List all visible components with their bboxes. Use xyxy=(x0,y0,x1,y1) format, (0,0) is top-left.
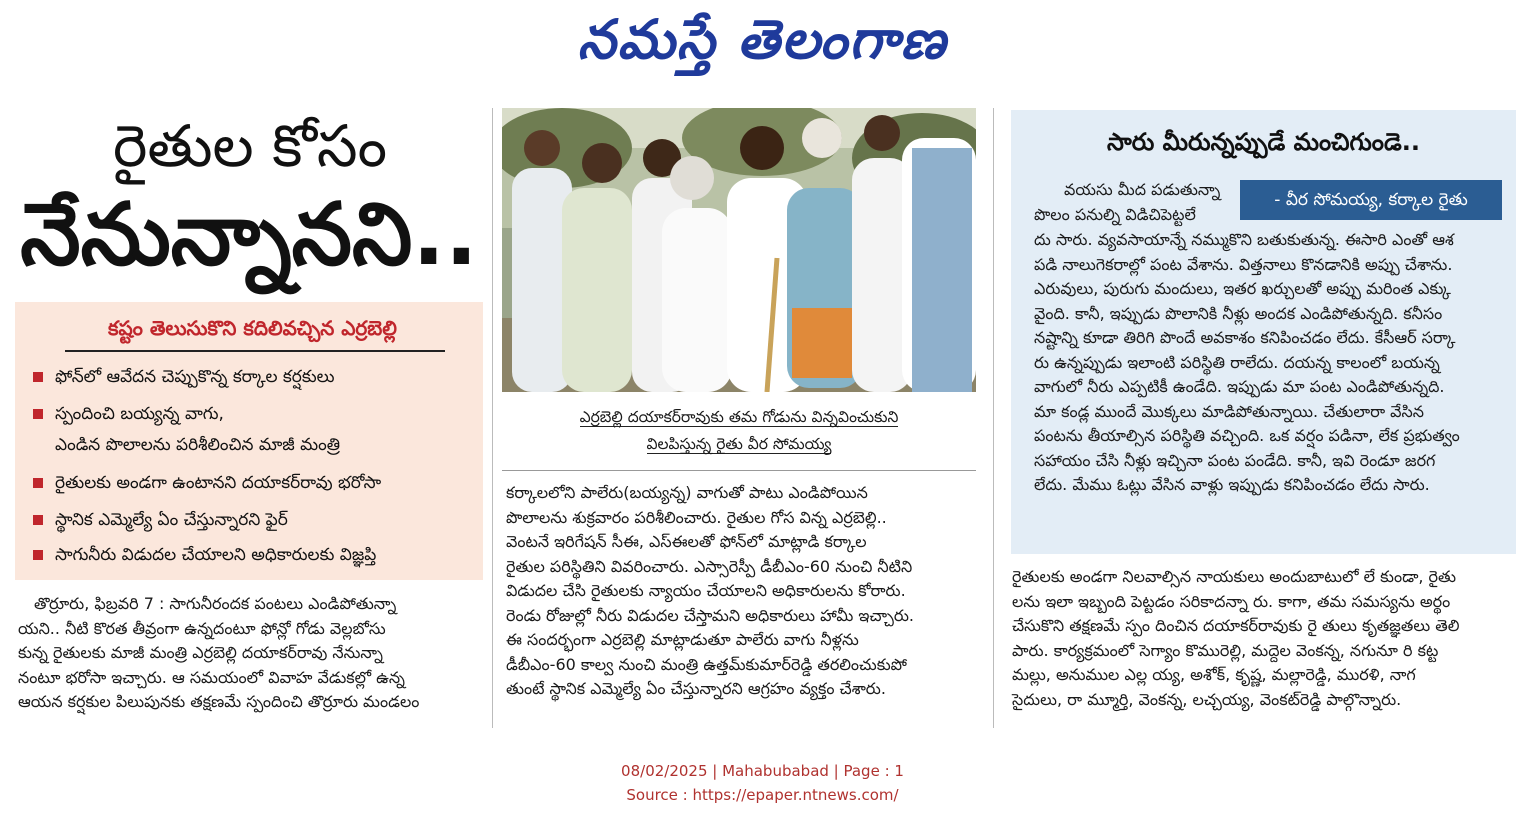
highlights-box xyxy=(15,302,483,580)
bullet-item: ఫోన్‌లో ఆవేదన చెప్పుకొన్న కర్కాల కర్షకులు xyxy=(33,366,335,389)
column-divider xyxy=(993,108,994,728)
sidebar-body: దు సారు. వ్యవసాయాన్నే నమ్ముకొని బతుకుతున్న. ఈసారి ఎంతో ఆశ పడి నాలుగెకరాల్లో పంట వేశాను. విత్తనాలు కొనడానికి అప్పు చేశాను. ఎరువులు, పురుగు మందులు, ఇతర ఖర్చులతో అప్పు మరింత ఎక్కు వైంది. కానీ, ఇప్పుడు పొలానికి నీళ్లు అందక ఎండిపోతున్నది. కనీసం నష్టాన్ని కూడా తిరిగి పొందే అవకాశం కనిపించడం లేదు. కేసీఆర్ సర్కా రు ఉన్నప్పుడు ఇలాంటి పరిస్థితి రాలేదు. దయన్న కాలంలో బయన్న వాగులో నీరు ఎప్పటికీ ఉండేది. ఇప్పుడు మా పంట ఎండిపోతున్నది. మా కండ్ల ముందే మొక్కలు మాడిపోతున్నాయి. చేతులారా వేసిన పంటను తీయాల్సిన పరిస్థితి వచ్చింది. ఒక వర్షం పడినా, లేక ప్రభుత్వం సహాయం చేసి నీళ్లు ఇచ్చినా పంట పండేది. కానీ, ఇవి రెండూ జరగ లేదు. మేము ఓట్లు వేసిన వాళ్లు ఇప్పుడు కనిపించడం లేదు సారు. xyxy=(1034,230,1460,494)
footer-date-edition: 08/02/2025 | Mahabubabad | Page : 1 xyxy=(621,762,904,780)
column-divider xyxy=(492,108,493,728)
right-body: రైతులకు అండగా నిలవాల్సిన నాయకులు అందుబాటులో లే కుండా, రైతు లను ఇలా ఇబ్బంది పెట్టడం సరికాదన్నా రు. కాగా, తమ సమస్యను అర్థం చేసుకొని తక్షణమే స్పం దించిన దయాకర్‌రావుకు రై తులు కృతజ్ఞతలు తెలి పారు. కార్యక్రమంలో సెగ్యాం కొమురెల్లి, మద్దెల వెంకన్న, నగునూ రి కట్ట మల్లు, అనుముల ఎల్ల య్య, అశోక్, కృష్ణ, మల్లారెడ్డి, మురళి, నాగ సైదులు, రా మ్మూర్తి, వెంకన్న, లచ్చయ్య, వెంకట్‌రెడ్డి పాల్గొన్నారు. xyxy=(1012,567,1460,709)
quote-attribution: - వీర సోమయ్య, కర్కాల రైతు xyxy=(1240,180,1502,220)
news-photo xyxy=(502,108,976,392)
bullet-square-icon xyxy=(33,478,43,488)
footer-source: Source : https://epaper.ntnews.com/ xyxy=(626,786,899,804)
subhead-underline xyxy=(65,350,445,352)
bullet-square-icon xyxy=(33,409,43,419)
bullet-square-icon xyxy=(33,515,43,525)
subhead: కష్టం తెలుసుకొని కదిలివచ్చిన ఎర్రబెల్లి xyxy=(108,316,397,340)
left-body: తొర్రూరు, ఫిబ్రవరి 7 : సాగునీరందక పంటలు ఎండిపోతున్నా యని.. నీటి కొరత తీవ్రంగా ఉన్నదంటూ ఫోన్లో గోడు వెల్లబోసు కున్న రైతులకు మాజీ మంత్రి ఎర్రబెల్లి దయాకర్‌రావు నేనున్నా నంటూ భరోసా ఇచ్చారు. ఆ సమయంలో వివాహ వేడుకల్లో ఉన్న ఆయన కర్షకుల పిలుపునకు తక్షణమే స్పందించి తొర్రూరు మండలం xyxy=(18,594,420,711)
bullet-item: స్పందించి బయ్యన్న వాగు, ఎండిన పొలాలను పరిశీలించిన మాజీ మంత్రి xyxy=(33,403,340,457)
headline-line1: రైతుల కోసం xyxy=(112,112,388,180)
bullet-square-icon xyxy=(33,550,43,560)
bullet-item: సాగునీరు విడుదల చేయాలని అధికారులకు విజ్ఞప్తి xyxy=(33,544,376,567)
caption-divider xyxy=(502,470,976,471)
middle-body: కర్కాలలోని పాలేరు(బయ్యన్న) వాగుతో పాటు ఎండిపోయిన పొలాలను శుక్రవారం పరిశీలించారు. రైతుల గోస విన్న ఎర్రబెల్లి.. వెంటనే ఇరిగేషన్ సీఈ, ఎస్‌ఈలతో ఫోన్‌లో మాట్లాడి కర్కాల రైతుల పరిస్థితిని వివరించారు. ఎస్సారెస్పీ డీబీఎం-60 నుంచి నీటిని విడుదల చేసి రైతులకు న్యాయం చేయాలని అధికారులను కోరారు. రెండు రోజుల్లో నీరు విడుదల చేస్తామని అధికారులు హామీ ఇచ్చారు. ఈ సందర్భంగా ఎర్రబెల్లి మాట్లాడుతూ పాలేరు వాగు నీళ్లను డీబీఎం-60 కాల్వ నుంచి మంత్రి ఉత్తమ్‌కుమార్‌రెడ్డి తరలించుకుపో తుంటే స్థానిక ఎమ్మెల్యే ఏం చేస్తున్నారని ఆగ్రహం వ్యక్తం చేశారు. xyxy=(506,483,914,698)
masthead-logo: నమస్తే తెలంగాణ xyxy=(577,8,948,71)
photo-illustration xyxy=(502,108,976,392)
bullet-square-icon xyxy=(33,372,43,382)
bullet-item: రైతులకు అండగా ఉంటానని దయాకర్‌రావు భరోసా xyxy=(33,472,381,495)
sidebar-title: సారు మీరున్నప్పుడే మంచిగుండె.. xyxy=(1107,128,1420,156)
sidebar-body-short: వయసు మీద పడుతున్నా పొలం పనుల్ని విడిచిపెట్టలే xyxy=(1034,180,1221,224)
bullet-item: స్థానిక ఎమ్మెల్యే ఏం చేస్తున్నారని ఫైర్ xyxy=(33,509,288,532)
headline-line2: నేనున్నానని.. xyxy=(20,185,478,285)
photo-caption: ఎర్రబెల్లి దయాకర్‌రావుకు తమ గోడును విన్నవించుకుని విలపిస్తున్న రైతు వీర సోమయ్య xyxy=(579,408,899,453)
